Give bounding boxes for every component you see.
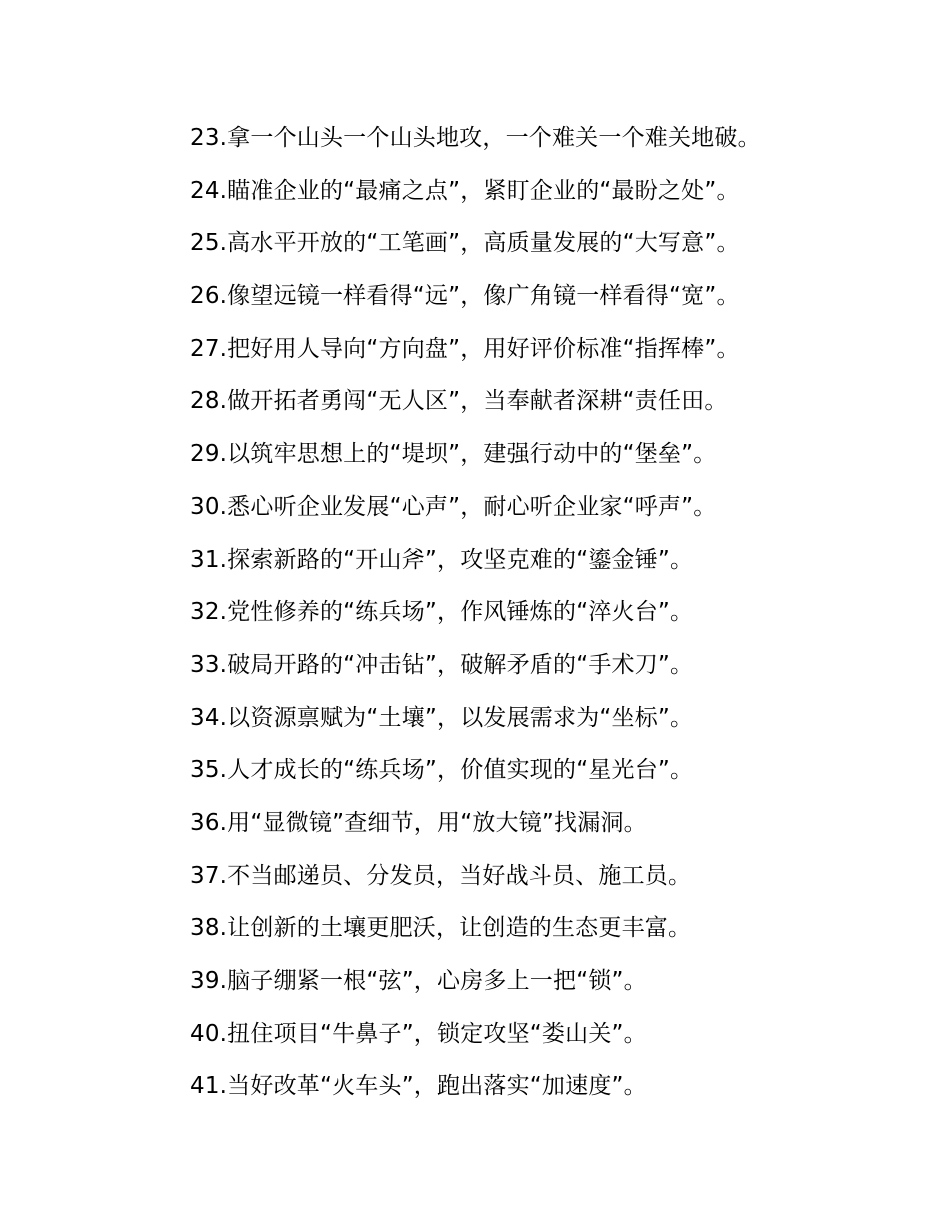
phrase-line-39: 39.脑子绷紧一根“弦”，心房多上一把“锁”。	[190, 968, 647, 994]
phrase-line-32: 32.党性修养的“练兵场”，作风锤炼的“淬火台”。	[190, 599, 694, 626]
phrase-line-31: 31.探索新路的“开山斧”，攻坚克难的“鎏金锤”。	[190, 546, 694, 573]
phrase-line-29: 29.以筑牢思想上的“堤坝”，建强行动中的“堡垒”。	[190, 441, 717, 468]
phrase-line-40: 40.扭住项目“牛鼻子”，锁定攻坚“娄山关”。	[190, 1020, 647, 1047]
phrase-line-34: 34.以资源禀赋为“土壤”，以发展需求为“坐标”。	[190, 704, 694, 731]
phrase-line-24: 24.瞄准企业的“最痛之点”，紧盯企业的“最盼之处”。	[190, 177, 740, 204]
phrase-line-25: 25.高水平开放的“工笔画”，高质量发展的“大写意”。	[190, 230, 740, 257]
phrase-line-33: 33.破局开路的“冲击钻”，破解矛盾的“手术刀”。	[190, 651, 694, 678]
phrase-line-27: 27.把好用人导向“方向盘”，用好评价标准“指挥棒”。	[190, 335, 740, 362]
phrase-line-41: 41.当好改革“火车头”，跑出落实“加速度”。	[190, 1073, 647, 1100]
phrase-line-37: 37.不当邮递员、分发员，当好战斗员、施工员。	[190, 862, 692, 889]
phrase-list	[190, 115, 930, 1116]
phrase-line-30: 30.悉心听企业发展“心声”，耐心听企业家“呼声”。	[190, 493, 717, 520]
phrase-line-28: 28.做开拓者勇闯“无人区”，当奉献者深耕“责任田。	[190, 388, 728, 415]
phrase-line-35: 35.人才成长的“练兵场”，价值实现的“星光台”。	[190, 757, 694, 784]
phrase-line-38: 38.让创新的土壤更肥沃，让创造的生态更丰富。	[190, 915, 692, 942]
phrase-line-26: 26.像望远镜一样看得“远”，像广角镜一样看得“宽”。	[190, 283, 740, 310]
phrase-line-23: 23.拿一个山头一个山头地攻，一个难关一个难关地破。	[190, 125, 761, 151]
phrase-line-36: 36.用“显微镜”查细节，用“放大镜”找漏洞。	[190, 809, 647, 836]
